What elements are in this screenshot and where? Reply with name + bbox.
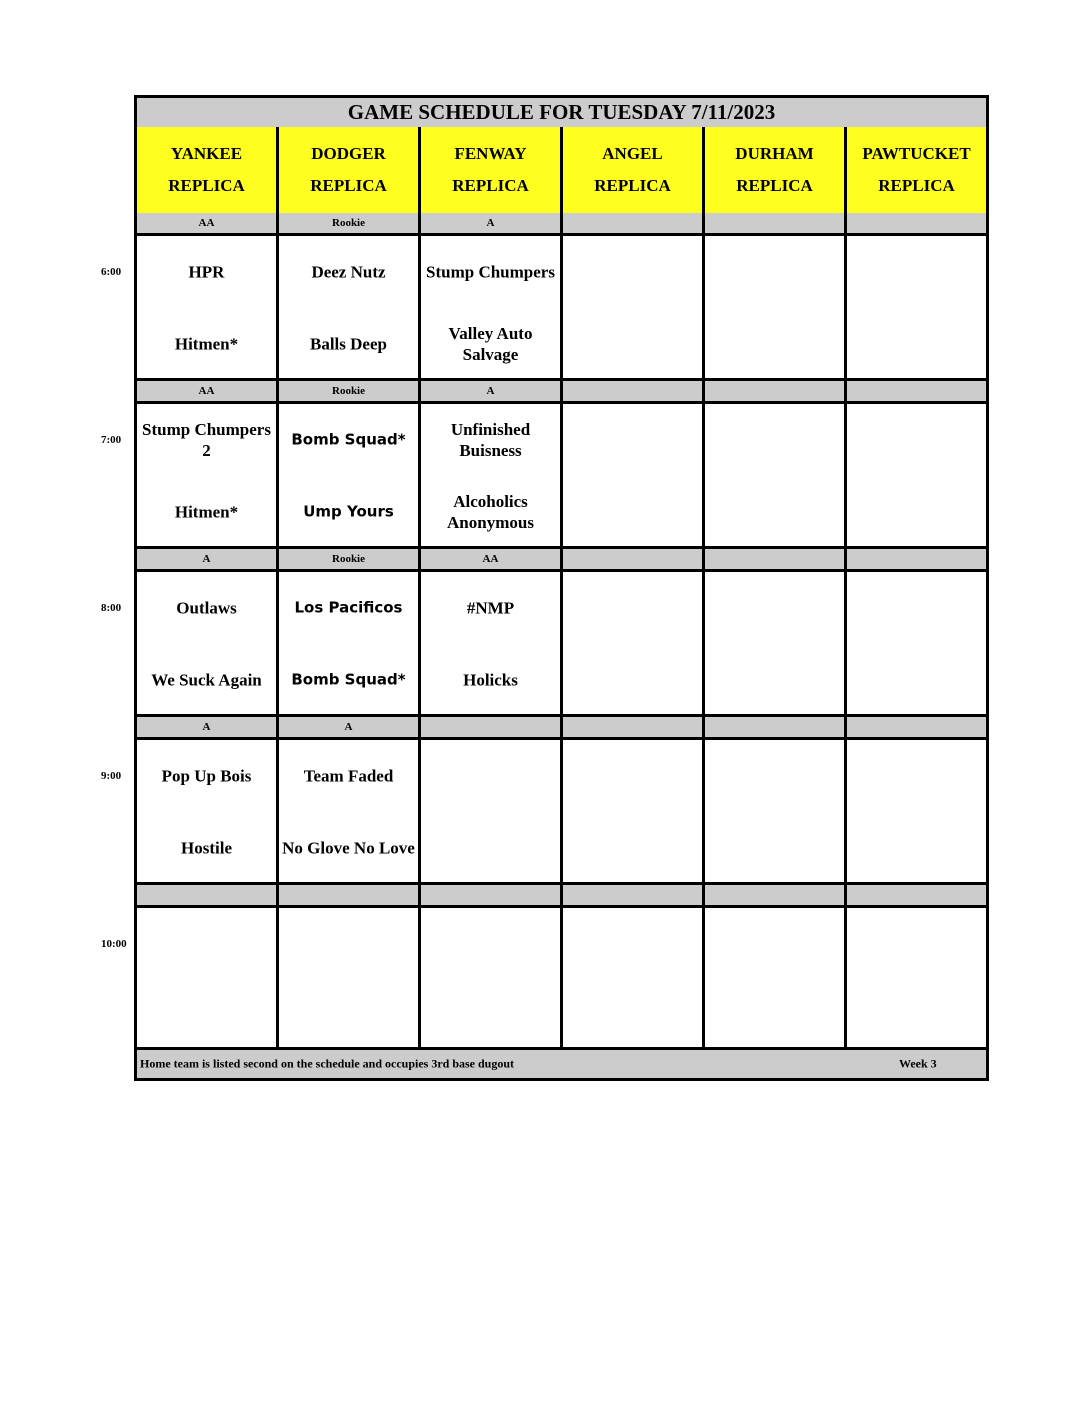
field-header-pawtucket xyxy=(847,127,986,213)
field-name: ANGEL xyxy=(602,144,663,163)
game-cell xyxy=(563,908,705,1050)
game-cell xyxy=(421,572,563,714)
schedule-title: GAME SCHEDULE FOR TUESDAY 7/11/2023 xyxy=(137,98,986,130)
home-team: Ump Yours xyxy=(303,502,394,521)
field-sub: REPLICA xyxy=(168,176,245,195)
game-cell xyxy=(563,236,705,378)
field-name: FENWAY xyxy=(454,144,527,163)
away-team: #NMP xyxy=(466,598,515,618)
division-cell: A xyxy=(421,213,563,233)
home-team: We Suck Again xyxy=(151,670,262,690)
home-team: Hostile xyxy=(181,838,232,858)
division-cell xyxy=(705,885,847,905)
away-team: Los Pacificos xyxy=(294,598,403,617)
division-cell xyxy=(563,381,705,401)
division-cell xyxy=(421,885,563,905)
field-sub: REPLICA xyxy=(310,176,387,195)
game-row xyxy=(137,404,986,549)
game-cell xyxy=(279,404,421,546)
game-cell xyxy=(421,740,563,882)
time-label: 8:00 xyxy=(101,602,122,614)
field-header-durham xyxy=(705,127,847,213)
away-team: Deez Nutz xyxy=(311,262,386,282)
division-cell xyxy=(563,213,705,233)
game-cell xyxy=(563,404,705,546)
schedule-footer xyxy=(137,1047,986,1078)
game-cell xyxy=(705,740,847,882)
field-name: YANKEE xyxy=(170,144,243,163)
division-cell xyxy=(847,213,986,233)
division-cell xyxy=(279,885,421,905)
away-team: Pop Up Bois xyxy=(161,766,252,786)
division-row xyxy=(137,549,986,572)
game-cell xyxy=(847,572,986,714)
home-team: Balls Deep xyxy=(310,334,387,354)
time-slot xyxy=(137,717,986,885)
game-cell xyxy=(705,404,847,546)
away-team: Team Faded xyxy=(303,766,394,786)
division-cell xyxy=(421,717,563,737)
division-cell: A xyxy=(421,381,563,401)
game-cell xyxy=(279,908,421,1050)
game-cell xyxy=(279,740,421,882)
division-cell: A xyxy=(137,717,279,737)
away-team: Unfinished Buisness xyxy=(450,420,531,460)
field-header-row xyxy=(137,127,986,216)
week-label: Week 3 xyxy=(899,1056,937,1071)
division-row xyxy=(137,885,986,908)
division-cell: Rookie xyxy=(279,549,421,569)
field-name: DURHAM xyxy=(735,144,814,163)
field-header-fenway xyxy=(421,127,563,213)
field-sub: REPLICA xyxy=(594,176,671,195)
division-cell: AA xyxy=(137,381,279,401)
game-cell xyxy=(705,572,847,714)
field-header-angel xyxy=(563,127,705,213)
game-cell xyxy=(847,740,986,882)
division-cell xyxy=(137,885,279,905)
division-cell xyxy=(847,549,986,569)
home-team: Holicks xyxy=(463,670,518,690)
game-row xyxy=(137,740,986,885)
field-name: PAWTUCKET xyxy=(862,144,971,163)
away-team: Outlaws xyxy=(176,598,237,618)
game-cell xyxy=(705,908,847,1050)
division-cell: Rookie xyxy=(279,213,421,233)
home-team: Hitmen* xyxy=(174,502,239,522)
field-sub: REPLICA xyxy=(878,176,955,195)
game-cell xyxy=(421,908,563,1050)
game-cell xyxy=(137,908,279,1050)
game-cell xyxy=(137,236,279,378)
time-slot xyxy=(137,549,986,717)
game-cell xyxy=(137,404,279,546)
home-team: Alcoholics Anonymous xyxy=(447,492,534,532)
game-cell xyxy=(705,236,847,378)
game-cell xyxy=(279,236,421,378)
game-cell xyxy=(137,740,279,882)
game-row xyxy=(137,908,986,1053)
game-cell xyxy=(563,740,705,882)
division-row xyxy=(137,717,986,740)
game-cell xyxy=(847,236,986,378)
division-cell xyxy=(847,885,986,905)
home-team: No Glove No Love xyxy=(282,838,415,858)
division-cell: AA xyxy=(421,549,563,569)
division-row xyxy=(137,381,986,404)
division-cell xyxy=(563,549,705,569)
division-cell: A xyxy=(137,549,279,569)
time-slot xyxy=(137,381,986,549)
game-cell xyxy=(279,572,421,714)
time-slot xyxy=(137,885,986,1053)
time-label: 10:00 xyxy=(101,938,127,950)
game-row xyxy=(137,236,986,381)
game-cell xyxy=(137,572,279,714)
home-team: Valley Auto Salvage xyxy=(448,324,533,364)
schedule-table xyxy=(134,95,989,1081)
division-cell xyxy=(705,549,847,569)
division-cell xyxy=(847,717,986,737)
division-cell: Rookie xyxy=(279,381,421,401)
time-slot xyxy=(137,213,986,381)
away-team: Stump Chumpers xyxy=(426,262,555,282)
footer-note: Home team is listed second on the schedule and occupies 3rd base dugout xyxy=(140,1056,515,1071)
division-cell xyxy=(705,213,847,233)
away-team: Stump Chumpers 2 xyxy=(142,420,271,460)
division-cell xyxy=(563,717,705,737)
division-cell xyxy=(563,885,705,905)
field-sub: REPLICA xyxy=(452,176,529,195)
game-cell xyxy=(847,908,986,1050)
division-cell xyxy=(705,717,847,737)
time-label: 7:00 xyxy=(101,434,122,446)
home-team: Bomb Squad* xyxy=(291,670,406,689)
away-team: Bomb Squad* xyxy=(291,430,406,449)
game-cell xyxy=(847,404,986,546)
division-row xyxy=(137,213,986,236)
time-label: 9:00 xyxy=(101,770,122,782)
division-cell: AA xyxy=(137,213,279,233)
game-cell xyxy=(563,572,705,714)
game-cell xyxy=(421,404,563,546)
division-cell xyxy=(705,381,847,401)
home-team: Hitmen* xyxy=(174,334,239,354)
field-header-yankee xyxy=(137,127,279,213)
game-row xyxy=(137,572,986,717)
field-name: DODGER xyxy=(311,144,386,163)
time-label: 6:00 xyxy=(101,266,122,278)
field-header-dodger xyxy=(279,127,421,213)
game-cell xyxy=(421,236,563,378)
division-cell: A xyxy=(279,717,421,737)
away-team: HPR xyxy=(188,262,225,282)
field-sub: REPLICA xyxy=(736,176,813,195)
division-cell xyxy=(847,381,986,401)
